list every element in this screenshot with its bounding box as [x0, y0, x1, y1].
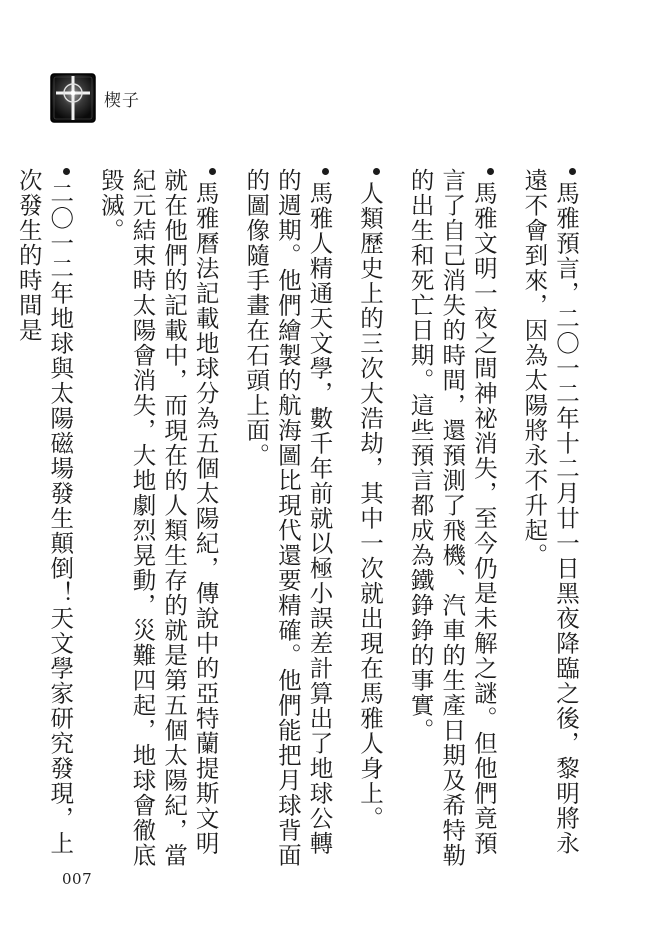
- bullet-paragraph: [94, 168, 220, 868]
- bullet-paragraph: [353, 168, 385, 868]
- bullet-dot: [373, 168, 380, 175]
- paragraph-text: 馬雅文明一夜之間神祕消失，至今仍是未解之謎。但他們竟預言了自己消失的時間，還預測了飛機、汽車的生產日期及希特勒的出生和死亡日期。這些預言都成為鐵錚錚的事實。: [406, 168, 498, 868]
- cross-emblem-icon: [50, 73, 96, 123]
- bullet-dot: [322, 168, 329, 175]
- bullet-paragraph: [12, 168, 75, 868]
- vertical-text-body: [0, 168, 581, 868]
- bullet-paragraph: [240, 168, 335, 868]
- chapter-header: [50, 73, 140, 123]
- bullet-dot: [209, 168, 216, 175]
- bullet-paragraph: [404, 168, 499, 868]
- paragraph-text: 馬雅人精通天文學，數千年前就以極小誤差計算出了地球公轉的週期。他們繪製的航海圖比現代還要精確。他們能把月球背面的圖像隨手畫在石頭上面。: [242, 168, 334, 868]
- bullet-dot: [569, 168, 576, 175]
- bullet-paragraph: [518, 168, 581, 868]
- paragraph-text: 二〇一二年地球與太陽磁場發生顛倒！天文學家研究發現，上次發生的時間是: [14, 168, 75, 856]
- page-number: 007: [62, 870, 93, 888]
- bullet-dot: [63, 168, 70, 175]
- bullet-dot: [487, 168, 494, 175]
- paragraph-text: 人類歷史上的三次大浩劫，其中一次就出現在馬雅人身上。: [356, 181, 385, 831]
- paragraph-text: 馬雅曆法記載地球分為五個太陽紀，傳說中的亞特蘭提斯文明就在他們的記載中，而現在的人類生存的就是第五個太陽紀，當紀元結束時太陽會消失，大地劇烈晃動，災難四起，地球會徹底毀滅。: [96, 168, 220, 868]
- chapter-title: 楔子: [104, 90, 140, 111]
- paragraph-text: 馬雅預言，二〇一二年十二月廿一日黑夜降臨之後，黎明將永遠不會到來，因為太陽將永不升起。: [520, 168, 580, 856]
